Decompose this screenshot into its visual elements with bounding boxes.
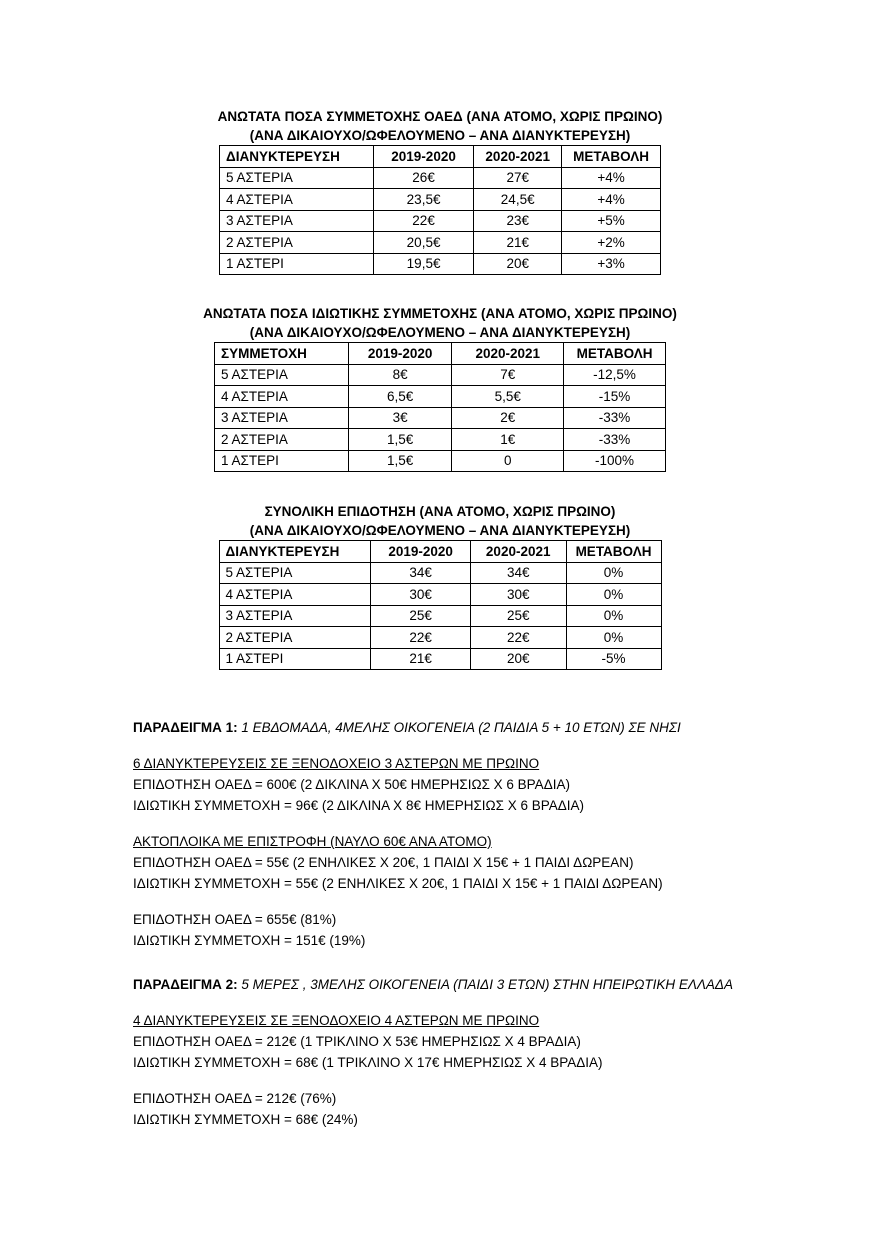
table-cell: 25€ [470, 605, 566, 627]
table-cell: 6,5€ [348, 386, 452, 408]
table-row [220, 232, 661, 254]
total-line: ΙΔΙΩΤΙΚΗ ΣΥΜΜΕΤΟΧΗ = 151€ (19%) [133, 933, 366, 948]
table-cell: 19,5€ [373, 253, 474, 275]
example-1-heading [133, 717, 833, 738]
column-header: 2019-2020 [373, 146, 474, 168]
table-cell: 3 ΑΣΤΕΡΙΑ [220, 210, 374, 232]
table-cell: 1 ΑΣΤΕΡΙ [220, 253, 374, 275]
hotel-line: ΕΠΙΔΟΤΗΣΗ ΟΑΕΔ = 600€ (2 ΔΙΚΛΙΝΑ Χ 50€ ΗΜΕΡΗΣΙΩΣ Χ 6 ΒΡΑΔΙΑ) [133, 777, 570, 792]
table-cell: 3€ [348, 407, 452, 429]
table-cell: 20€ [474, 253, 562, 275]
private-contribution-table [214, 342, 666, 472]
table-subtitle: (ΑΝΑ ΔΙΚΑΙΟΥΧΟ/ΩΦΕΛΟΥΜΕΝΟ – ΑΝΑ ΔΙΑΝΥΚΤΕΡΕΥΣΗ) [249, 325, 631, 340]
table-row [215, 429, 666, 451]
ferry-heading: ΑΚΤΟΠΛΟΙΚΑ ΜΕ ΕΠΙΣΤΡΟΦΗ (ΝΑΥΛΟ 60€ ΑΝΑ ΑΤΟΜΟ) [133, 834, 492, 849]
column-header: 2020-2021 [474, 146, 562, 168]
ferry-line: ΕΠΙΔΟΤΗΣΗ ΟΑΕΔ = 55€ (2 ΕΝΗΛΙΚΕΣ Χ 20€, 1 ΠΑΙΔΙ Χ 15€ + 1 ΠΑΙΔΙ ΔΩΡΕΑΝ) [133, 855, 634, 870]
example-description: 5 ΜΕΡΕΣ , 3ΜΕΛΗΣ ΟΙΚΟΓΕΝΕΙΑ (ΠΑΙΔΙ 3 ΕΤΩΝ) ΣΤΗΝ ΗΠΕΙΡΩΤΙΚΗ ΕΛΛΑΔΑ [241, 977, 733, 992]
table-cell: +4% [562, 189, 661, 211]
table-cell: -12,5% [564, 364, 666, 386]
table-row [219, 605, 661, 627]
table-cell: 22€ [373, 210, 474, 232]
table-cell: 4 ΑΣΤΕΡΙΑ [215, 386, 349, 408]
table-subtitle: (ΑΝΑ ΔΙΚΑΙΟΥΧΟ/ΩΦΕΛΟΥΜΕΝΟ – ΑΝΑ ΔΙΑΝΥΚΤΕΡΕΥΣΗ) [249, 128, 631, 143]
table-cell: 20,5€ [373, 232, 474, 254]
table-cell: 24,5€ [474, 189, 562, 211]
table-cell: 0% [566, 584, 661, 606]
table-header-row [219, 541, 661, 563]
table-cell: 22€ [371, 627, 471, 649]
table-row [219, 648, 661, 670]
table-cell: 30€ [470, 584, 566, 606]
ferry-line: ΙΔΙΩΤΙΚΗ ΣΥΜΜΕΤΟΧΗ = 55€ (2 ΕΝΗΛΙΚΕΣ Χ 20€, 1 ΠΑΙΔΙ Χ 15€ + 1 ΠΑΙΔΙ ΔΩΡΕΑΝ) [133, 876, 663, 891]
total-line: ΕΠΙΔΟΤΗΣΗ ΟΑΕΔ = 212€ (76%) [133, 1091, 337, 1106]
table-cell: 0% [566, 605, 661, 627]
oaed-contribution-table [219, 145, 661, 275]
table-cell: 22€ [470, 627, 566, 649]
table-cell: 2 ΑΣΤΕΡΙΑ [220, 232, 374, 254]
table-row [219, 584, 661, 606]
table-row [215, 386, 666, 408]
table-section-total [0, 502, 880, 670]
hotel-heading: 6 ΔΙΑΝΥΚΤΕΡΕΥΣΕΙΣ ΣΕ ΞΕΝΟΔΟΧΕΙΟ 3 ΑΣΤΕΡΩΝ ΜΕ ΠΡΩΙΝΟ [133, 756, 540, 771]
table-cell: 4 ΑΣΤΕΡΙΑ [220, 189, 374, 211]
table-section-private [0, 304, 880, 472]
table-row [220, 210, 661, 232]
table-row [215, 407, 666, 429]
table-cell: 2 ΑΣΤΕΡΙΑ [215, 429, 349, 451]
total-line: ΕΠΙΔΟΤΗΣΗ ΟΑΕΔ = 655€ (81%) [133, 912, 337, 927]
table-subtitle: (ΑΝΑ ΔΙΚΑΙΟΥΧΟ/ΩΦΕΛΟΥΜΕΝΟ – ΑΝΑ ΔΙΑΝΥΚΤΕΡΕΥΣΗ) [249, 523, 631, 538]
total-line: ΙΔΙΩΤΙΚΗ ΣΥΜΜΕΤΟΧΗ = 68€ (24%) [133, 1112, 358, 1127]
table-title: ΑΝΩΤΑΤΑ ΠΟΣΑ ΙΔΙΩΤΙΚΗΣ ΣΥΜΜΕΤΟΧΗΣ (ΑΝΑ ΑΤΟΜΟ, ΧΩΡΙΣ ΠΡΩΙΝΟ) [203, 306, 677, 321]
column-header: 2020-2021 [470, 541, 566, 563]
column-header: ΔΙΑΝΥΚΤΕΡΕΥΣΗ [219, 541, 371, 563]
column-header: ΔΙΑΝΥΚΤΕΡΕΥΣΗ [220, 146, 374, 168]
table-row [219, 627, 661, 649]
column-header: ΜΕΤΑΒΟΛΗ [566, 541, 661, 563]
table-cell: 25€ [371, 605, 471, 627]
table-cell: 34€ [470, 562, 566, 584]
column-header: 2019-2020 [348, 343, 452, 365]
table-cell: 21€ [474, 232, 562, 254]
table-cell: +2% [562, 232, 661, 254]
table-cell: 3 ΑΣΤΕΡΙΑ [219, 605, 371, 627]
hotel-line: ΙΔΙΩΤΙΚΗ ΣΥΜΜΕΤΟΧΗ = 68€ (1 ΤΡΙΚΛΙΝΟ Χ 17€ ΗΜΕΡΗΣΙΩΣ Χ 4 ΒΡΑΔΙΑ) [133, 1055, 603, 1070]
table-cell: 2 ΑΣΤΕΡΙΑ [219, 627, 371, 649]
table-cell: 5,5€ [452, 386, 564, 408]
column-header: ΜΕΤΑΒΟΛΗ [562, 146, 661, 168]
table-cell: 5 ΑΣΤΕΡΙΑ [219, 562, 371, 584]
table-cell: -33% [564, 429, 666, 451]
column-header: 2019-2020 [371, 541, 471, 563]
table-cell: -100% [564, 450, 666, 472]
table-cell: 34€ [371, 562, 471, 584]
table-cell: 1€ [452, 429, 564, 451]
table-title: ΑΝΩΤΑΤΑ ΠΟΣΑ ΣΥΜΜΕΤΟΧΗΣ ΟΑΕΔ (ΑΝΑ ΑΤΟΜΟ, ΧΩΡΙΣ ΠΡΩΙΝΟ) [217, 109, 663, 124]
column-header: 2020-2021 [452, 343, 564, 365]
column-header: ΣΥΜΜΕΤΟΧΗ [215, 343, 349, 365]
table-cell: 2€ [452, 407, 564, 429]
table-cell: 0 [452, 450, 564, 472]
table-cell: -15% [564, 386, 666, 408]
table-header-row [220, 146, 661, 168]
table-cell: 27€ [474, 167, 562, 189]
table-cell: 7€ [452, 364, 564, 386]
table-cell: 23,5€ [373, 189, 474, 211]
hotel-line: ΙΔΙΩΤΙΚΗ ΣΥΜΜΕΤΟΧΗ = 96€ (2 ΔΙΚΛΙΝΑ Χ 8€ ΗΜΕΡΗΣΙΩΣ Χ 6 ΒΡΑΔΙΑ) [133, 798, 585, 813]
table-cell: 3 ΑΣΤΕΡΙΑ [215, 407, 349, 429]
table-cell: 21€ [371, 648, 471, 670]
example-2-heading [133, 974, 833, 995]
table-cell: 0% [566, 562, 661, 584]
table-cell: 26€ [373, 167, 474, 189]
table-cell: 1,5€ [348, 450, 452, 472]
example-2 [133, 974, 833, 1130]
table-cell: 8€ [348, 364, 452, 386]
table-cell: +5% [562, 210, 661, 232]
table-header-row [215, 343, 666, 365]
table-row [220, 167, 661, 189]
example-1 [133, 717, 833, 951]
table-cell: -33% [564, 407, 666, 429]
table-cell: 5 ΑΣΤΕΡΙΑ [220, 167, 374, 189]
table-cell: 1 ΑΣΤΕΡΙ [215, 450, 349, 472]
table-cell: 20€ [470, 648, 566, 670]
table-cell: 5 ΑΣΤΕΡΙΑ [215, 364, 349, 386]
table-cell: +3% [562, 253, 661, 275]
table-section-oaed [0, 107, 880, 275]
table-row [220, 253, 661, 275]
table-cell: 4 ΑΣΤΕΡΙΑ [219, 584, 371, 606]
table-row [215, 364, 666, 386]
table-cell: 1,5€ [348, 429, 452, 451]
example-label: ΠΑΡΑΔΕΙΓΜΑ 1: [133, 720, 238, 735]
table-cell: 0% [566, 627, 661, 649]
total-subsidy-table [219, 540, 662, 670]
table-row [215, 450, 666, 472]
table-cell: 30€ [371, 584, 471, 606]
hotel-line: ΕΠΙΔΟΤΗΣΗ ΟΑΕΔ = 212€ (1 ΤΡΙΚΛΙΝΟ Χ 53€ ΗΜΕΡΗΣΙΩΣ Χ 4 ΒΡΑΔΙΑ) [133, 1034, 581, 1049]
table-cell: +4% [562, 167, 661, 189]
example-label: ΠΑΡΑΔΕΙΓΜΑ 2: [133, 977, 238, 992]
column-header: ΜΕΤΑΒΟΛΗ [564, 343, 666, 365]
example-description: 1 ΕΒΔΟΜΑΔΑ, 4ΜΕΛΗΣ ΟΙΚΟΓΕΝΕΙΑ (2 ΠΑΙΔΙΑ 5 + 10 ΕΤΩΝ) ΣΕ ΝΗΣΙ [241, 720, 681, 735]
table-row [220, 189, 661, 211]
hotel-heading: 4 ΔΙΑΝΥΚΤΕΡΕΥΣΕΙΣ ΣΕ ΞΕΝΟΔΟΧΕΙΟ 4 ΑΣΤΕΡΩΝ ΜΕ ΠΡΩΙΝΟ [133, 1013, 540, 1028]
table-title: ΣΥΝΟΛΙΚΗ ΕΠΙΔΟΤΗΣΗ (ΑΝΑ ΑΤΟΜΟ, ΧΩΡΙΣ ΠΡΩΙΝΟ) [264, 504, 616, 519]
table-cell: -5% [566, 648, 661, 670]
table-cell: 23€ [474, 210, 562, 232]
table-cell: 1 ΑΣΤΕΡΙ [219, 648, 371, 670]
table-row [219, 562, 661, 584]
